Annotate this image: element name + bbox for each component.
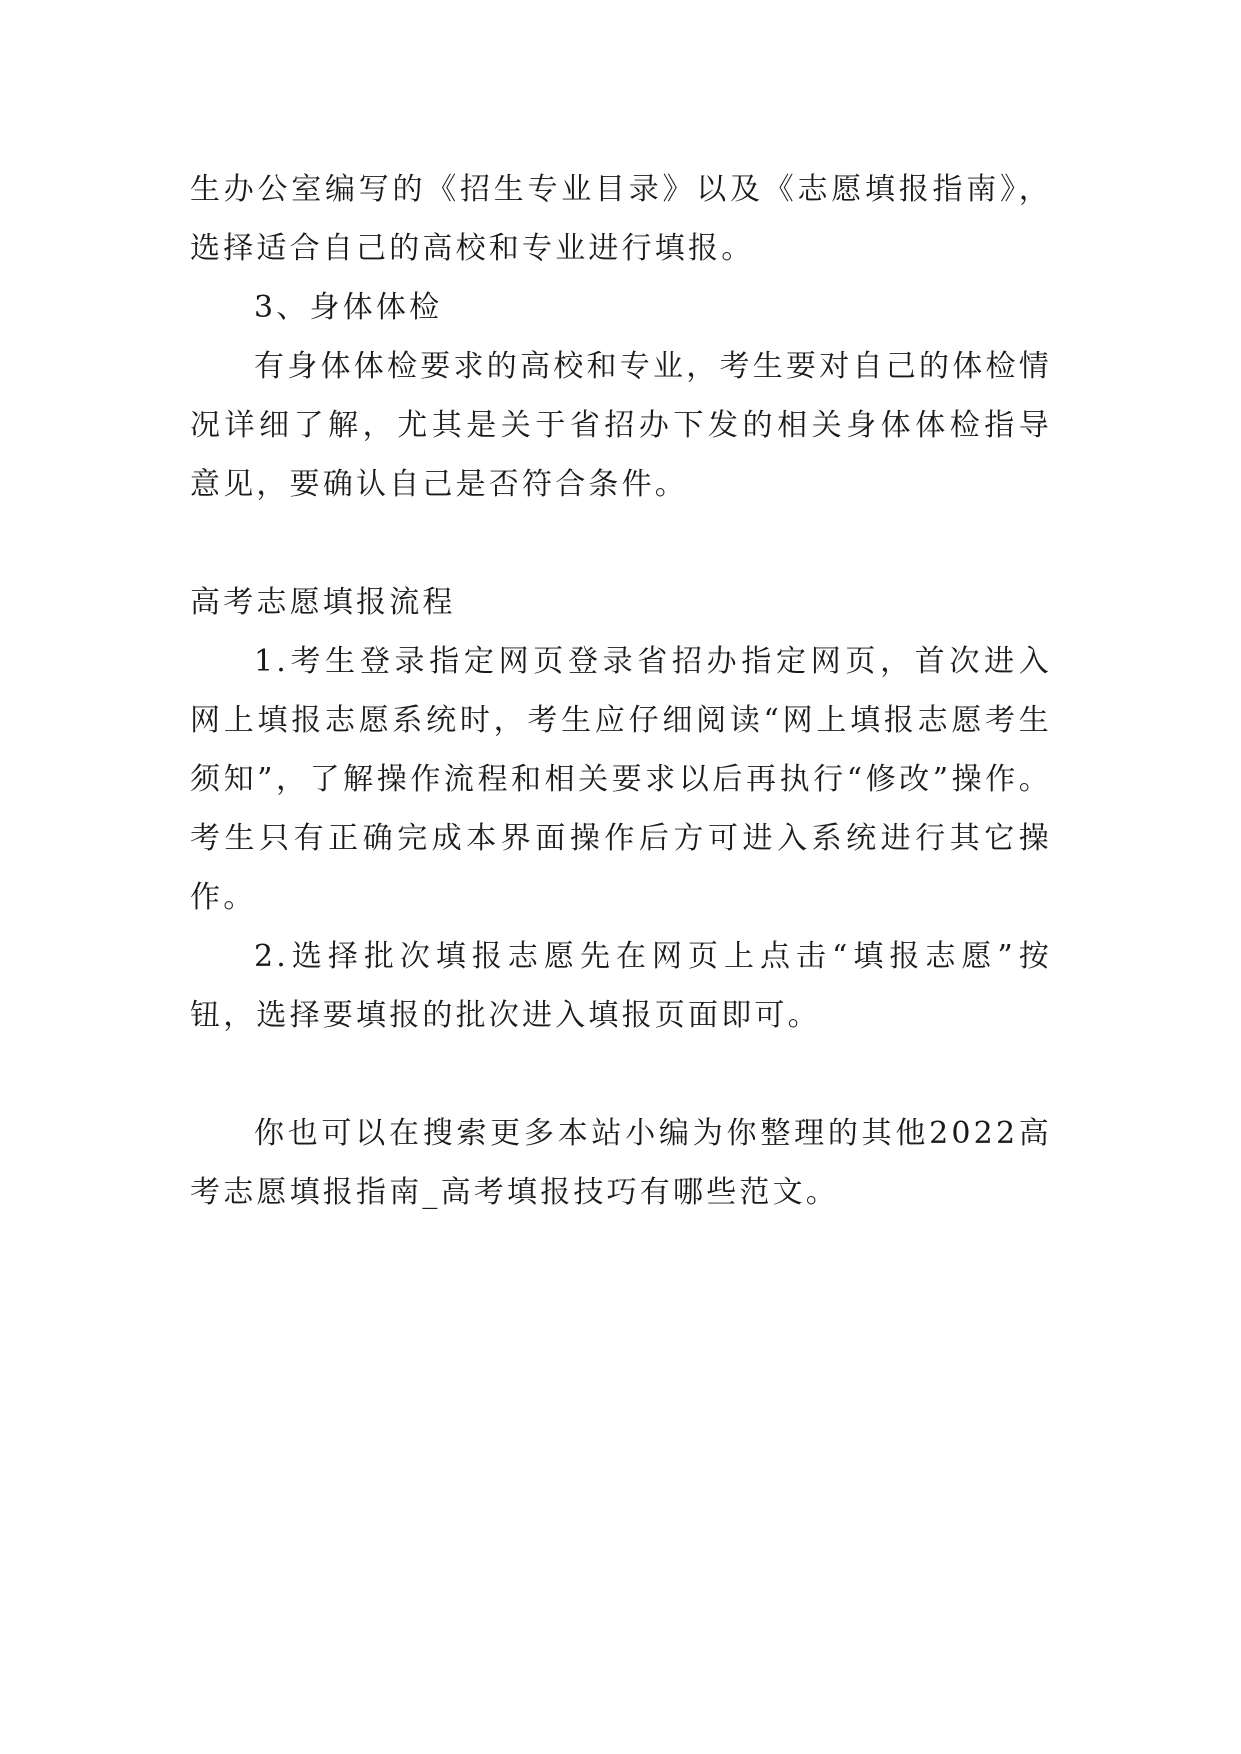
paragraph-step-login: 1.考生登录指定网页登录省招办指定网页，首次进入网上填报志愿系统时，考生应仔细阅读“网上填报志愿考生须知”，了解操作流程和相关要求以后再执行“修改”操作。考生只有正确完成本界面操作后方可进入系统进行其它操作。 [190, 644, 1052, 915]
paragraph-step-select-batch: 2.选择批次填报志愿先在网页上点击“填报志愿”按钮，选择要填报的批次进入填报页面即可。 [190, 939, 1052, 1033]
paragraph-spacer [190, 514, 1052, 573]
paragraph-spacer [190, 1045, 1052, 1104]
document-body [190, 160, 1052, 1222]
paragraph-closing-note: 你也可以在搜索更多本站小编为你整理的其他2022高考志愿填报指南_高考填报技巧有哪些范文。 [190, 1116, 1052, 1210]
paragraph-physical-exam: 有身体体检要求的高校和专业，考生要对自己的体检情况详细了解，尤其是关于省招办下发的相关身体体检指导意见，要确认自己是否符合条件。 [190, 349, 1052, 502]
section-heading-physical-exam: 3、身体体检 [254, 290, 443, 325]
section-heading-application-process: 高考志愿填报流程 [190, 585, 456, 620]
paragraph-admissions-catalog: 生办公室编写的《招生专业目录》以及《志愿填报指南》，选择适合自己的高校和专业进行填报。 [190, 172, 1052, 266]
